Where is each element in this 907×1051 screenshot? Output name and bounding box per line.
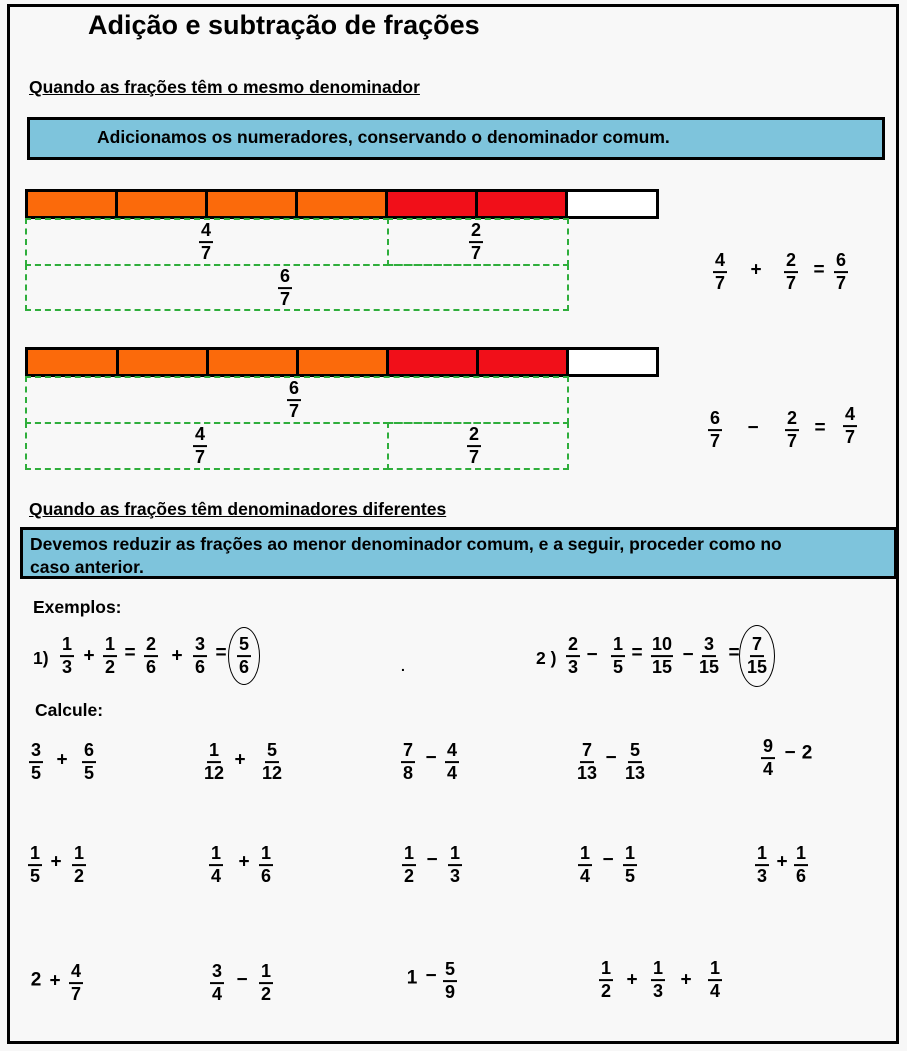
r2c5-a: $\frac{1}{3}$ bbox=[756, 843, 767, 886]
bar2-label-b: $\frac{2}{7}$ bbox=[468, 424, 479, 467]
r2c1-op: + bbox=[50, 851, 62, 873]
r2c1-a: $\frac{1}{5}$ bbox=[29, 843, 40, 886]
eq1-result: $\frac{6}{7}$ bbox=[835, 250, 846, 293]
worksheet-frame bbox=[7, 4, 899, 1044]
eq2-equals: = bbox=[814, 417, 826, 439]
ex1-f3: $\frac{2}{6}$ bbox=[145, 634, 156, 677]
ex1-eq2: = bbox=[215, 642, 227, 664]
ex2-f1: $\frac{2}{3}$ bbox=[567, 634, 578, 677]
ex1-op2: + bbox=[171, 645, 183, 667]
eq2-term-a: $\frac{6}{7}$ bbox=[709, 408, 720, 451]
r1c5-tail: 2 bbox=[801, 742, 813, 764]
eq2-minus: − bbox=[747, 417, 759, 439]
section2-rule-box bbox=[20, 527, 897, 579]
r2c2-op: + bbox=[238, 851, 250, 873]
r2c3-a: $\frac{1}{2}$ bbox=[403, 843, 414, 886]
r2c2-b: $\frac{1}{6}$ bbox=[260, 843, 271, 886]
r1c3-b: $\frac{4}{4}$ bbox=[446, 740, 457, 783]
r3c4-op: + bbox=[626, 969, 638, 991]
example1-index: 1) bbox=[33, 648, 49, 668]
r1c4-a: $\frac{7}{13}$ bbox=[576, 740, 598, 783]
r1c1-op: + bbox=[56, 749, 68, 771]
section2-rule-line1: Devemos reduzir as frações ao menor denominador comum, e a seguir, proceder como no bbox=[30, 534, 782, 554]
r3c2-a: $\frac{3}{4}$ bbox=[211, 961, 222, 1004]
bar1-segment-red bbox=[388, 192, 478, 216]
stray-dot: . bbox=[401, 658, 405, 674]
eq1-term-a: $\frac{4}{7}$ bbox=[714, 250, 725, 293]
r3c4-a: $\frac{1}{2}$ bbox=[600, 958, 611, 1001]
page-title: Adição e subtração de frações bbox=[88, 10, 480, 40]
eq1-plus: + bbox=[750, 259, 762, 281]
ex1-f2: $\frac{1}{2}$ bbox=[104, 634, 115, 677]
ex2-f2: $\frac{1}{5}$ bbox=[612, 634, 623, 677]
bar2-segment-orange bbox=[299, 350, 389, 374]
bar2-segment-red bbox=[479, 350, 569, 374]
r3c4-b: $\frac{1}{3}$ bbox=[652, 958, 663, 1001]
bar1-segment-orange bbox=[298, 192, 388, 216]
fraction-bar-2 bbox=[25, 347, 659, 377]
r3c3-lead: 1 bbox=[406, 967, 418, 989]
eq1-term-b: $\frac{2}{7}$ bbox=[785, 250, 796, 293]
ex2-f4: $\frac{3}{15}$ bbox=[698, 634, 720, 677]
eq1-equals: = bbox=[813, 259, 825, 281]
bar1-segment-red bbox=[478, 192, 568, 216]
r1c2-b: $\frac{5}{12}$ bbox=[261, 740, 283, 783]
bar2-label-a: $\frac{4}{7}$ bbox=[194, 424, 205, 467]
r2c4-b: $\frac{1}{5}$ bbox=[624, 843, 635, 886]
fraction-bar-1 bbox=[25, 189, 659, 219]
ex1-eq1: = bbox=[124, 642, 136, 664]
bar1-segment-orange bbox=[118, 192, 208, 216]
r1c3-op: − bbox=[425, 747, 437, 769]
r3c1-lead: 2 bbox=[30, 969, 42, 991]
example2-index: 2 ) bbox=[536, 648, 557, 668]
examples-label: Exemplos: bbox=[33, 597, 122, 617]
ex2-eq1: = bbox=[631, 642, 643, 664]
r1c1-a: $\frac{3}{5}$ bbox=[30, 740, 41, 783]
r2c3-b: $\frac{1}{3}$ bbox=[449, 843, 460, 886]
bar2-segment-red bbox=[389, 350, 479, 374]
r2c5-op: + bbox=[776, 851, 788, 873]
r2c3-op: − bbox=[426, 849, 438, 871]
r3c1-op: + bbox=[49, 970, 61, 992]
eq2-term-b: $\frac{2}{7}$ bbox=[786, 408, 797, 451]
bar1-label-a: $\frac{4}{7}$ bbox=[200, 220, 211, 263]
section1-rule-text: Adicionamos os numeradores, conservando o denominador comum. bbox=[97, 127, 670, 147]
bar2-bracket-a bbox=[25, 422, 389, 470]
r1c5-op: − bbox=[784, 742, 796, 764]
r3c3-op: − bbox=[425, 965, 437, 987]
ex1-f1: $\frac{1}{3}$ bbox=[61, 634, 72, 677]
bar1-segment-orange bbox=[28, 192, 118, 216]
ex1-op1: + bbox=[83, 645, 95, 667]
bar1-segment-orange bbox=[208, 192, 298, 216]
bar1-segment-empty bbox=[568, 192, 656, 216]
ex1-f4: $\frac{3}{6}$ bbox=[194, 634, 205, 677]
r1c1-b: $\frac{6}{5}$ bbox=[83, 740, 94, 783]
bar1-bracket-total bbox=[25, 264, 569, 311]
r3c3-b: $\frac{5}{9}$ bbox=[444, 959, 455, 1002]
ex2-f3: $\frac{10}{15}$ bbox=[651, 634, 673, 677]
r3c4-op2: + bbox=[680, 969, 692, 991]
r1c4-op: − bbox=[605, 747, 617, 769]
r2c4-a: $\frac{1}{4}$ bbox=[579, 843, 590, 886]
r2c4-op: − bbox=[602, 849, 614, 871]
r1c5-a: $\frac{9}{4}$ bbox=[762, 736, 773, 779]
r3c1-b: $\frac{4}{7}$ bbox=[70, 961, 81, 1004]
r1c2-op: + bbox=[234, 749, 246, 771]
calcule-label: Calcule: bbox=[35, 700, 104, 720]
eq2-result: $\frac{4}{7}$ bbox=[844, 404, 855, 447]
section1-heading: Quando as frações têm o mesmo denominador bbox=[29, 77, 420, 97]
ex2-op1: − bbox=[586, 644, 598, 666]
bar2-segment-orange bbox=[28, 350, 119, 374]
r3c4-c: $\frac{1}{4}$ bbox=[709, 958, 720, 1001]
ex2-op2: − bbox=[682, 644, 694, 666]
bar2-segment-empty bbox=[569, 350, 656, 374]
r1c3-a: $\frac{7}{8}$ bbox=[402, 740, 413, 783]
r2c2-a: $\frac{1}{4}$ bbox=[210, 843, 221, 886]
bar2-segment-orange bbox=[209, 350, 299, 374]
ex1-result: $\frac{5}{6}$ bbox=[238, 634, 249, 677]
bar1-label-total: $\frac{6}{7}$ bbox=[279, 266, 290, 309]
bar2-label-total: $\frac{6}{7}$ bbox=[288, 378, 299, 421]
section1-rule-box bbox=[27, 117, 885, 160]
ex2-eq2: = bbox=[728, 642, 740, 664]
section2-rule-line2: caso anterior. bbox=[30, 557, 144, 577]
r1c2-a: $\frac{1}{12}$ bbox=[203, 740, 225, 783]
r2c5-b: $\frac{1}{6}$ bbox=[795, 843, 806, 886]
r2c1-b: $\frac{1}{2}$ bbox=[73, 843, 84, 886]
section2-heading: Quando as frações têm denominadores diferentes bbox=[29, 499, 447, 519]
r3c2-op: − bbox=[236, 969, 248, 991]
bar2-segment-orange bbox=[119, 350, 209, 374]
r1c4-b: $\frac{5}{13}$ bbox=[624, 740, 646, 783]
bar1-label-b: $\frac{2}{7}$ bbox=[470, 220, 481, 263]
r3c2-b: $\frac{1}{2}$ bbox=[260, 961, 271, 1004]
ex2-result: $\frac{7}{15}$ bbox=[746, 634, 768, 677]
